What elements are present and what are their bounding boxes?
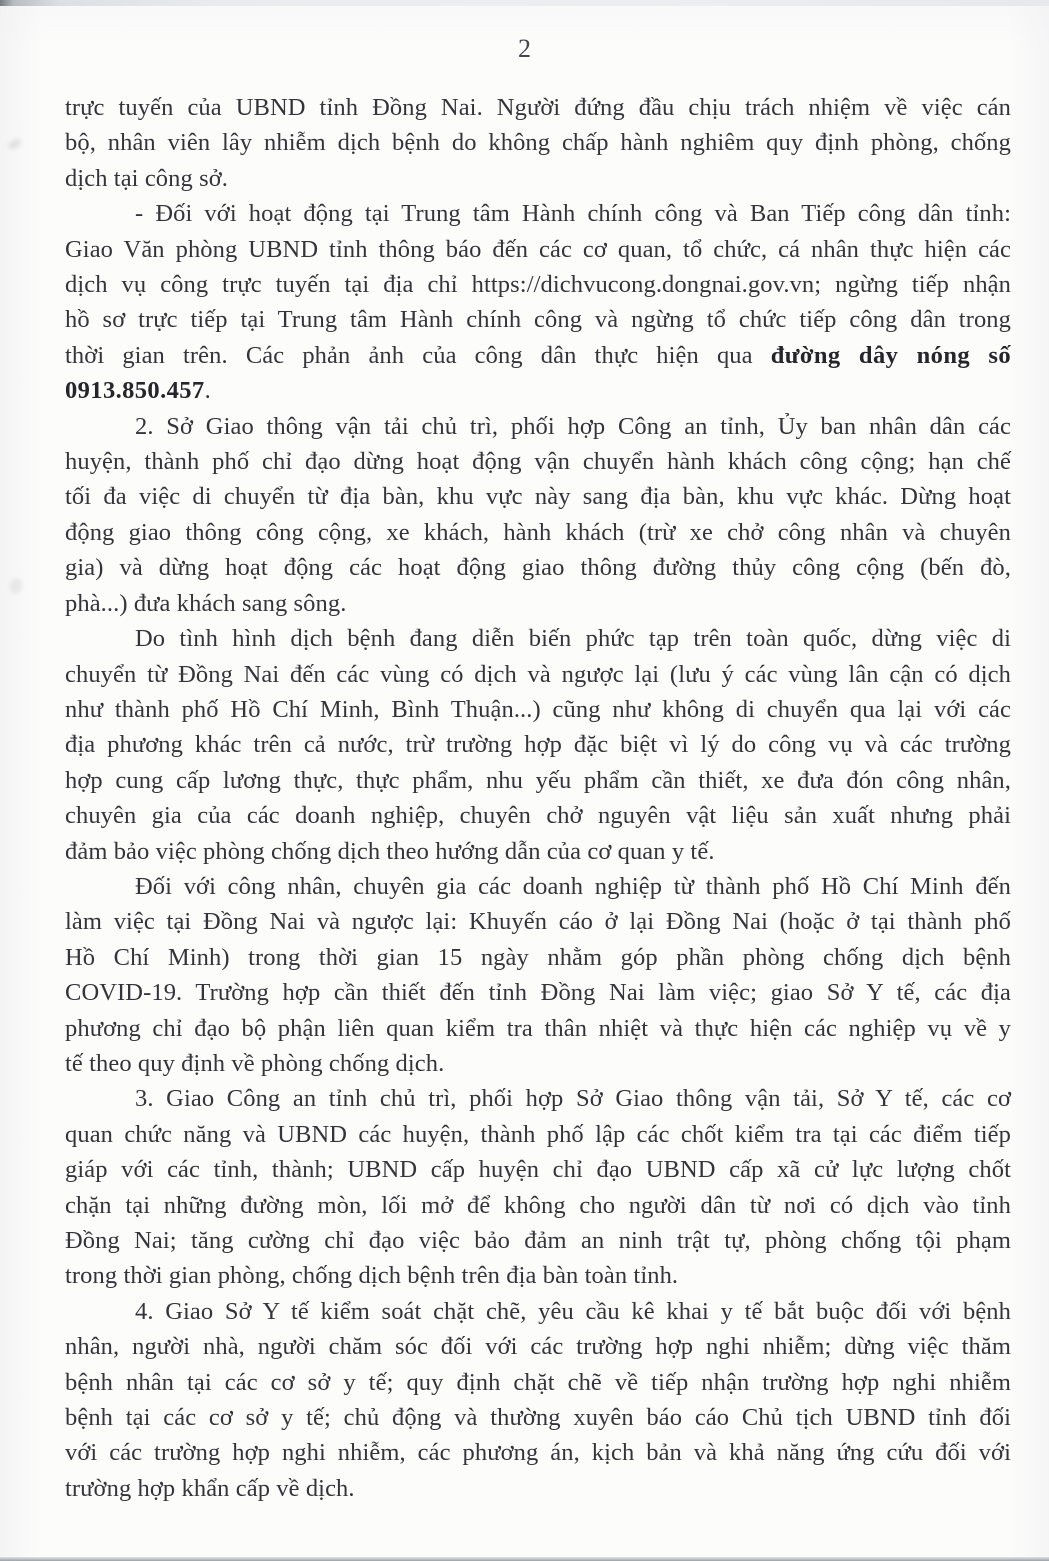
text-line bbox=[65, 1011, 1011, 1046]
text-segment: gia) và dừng hoạt động các hoạt động giao thông đường thủy công cộng (bến đò, bbox=[65, 554, 1011, 582]
text-line bbox=[65, 1081, 1011, 1116]
text-line bbox=[65, 479, 1011, 514]
text-line bbox=[65, 869, 1011, 904]
text-line bbox=[65, 763, 1011, 798]
text-segment: Do tình hình dịch bệnh đang diễn biến phức tạp trên toàn quốc, dừng việc di bbox=[135, 625, 1011, 653]
text-line bbox=[65, 940, 1011, 975]
text-segment: 3. Giao Công an tỉnh chủ trì, phối hợp Sở Giao thông vận tải, Sở Y tế, các cơ bbox=[135, 1085, 1011, 1113]
text-segment: dịch vụ công trực tuyến tại địa chỉ https://dichvucong.dongnai.gov.vn; ngừng tiếp nhận bbox=[65, 271, 1011, 299]
text-segment: nhân, người nhà, người chăm sóc đối với các trường hợp nghi nhiễm; dừng việc thăm bbox=[65, 1333, 1011, 1361]
text-segment: tối đa việc di chuyển từ địa bàn, khu vực này sang địa bàn, khu vực khác. Dừng hoạt bbox=[65, 483, 1011, 511]
text-segment: 2. Sở Giao thông vận tải chủ trì, phối hợp Công an tỉnh, Ủy ban nhân dân các bbox=[135, 412, 1011, 440]
text-segment: với các trường hợp nghi nhiễm, các phương án, kịch bản và khả năng ứng cứu đối với bbox=[65, 1439, 1011, 1467]
text-line bbox=[65, 373, 1011, 408]
text-segment: . bbox=[204, 377, 211, 405]
text-line bbox=[65, 621, 1011, 656]
text-line bbox=[65, 196, 1011, 231]
text-line bbox=[65, 1188, 1011, 1223]
text-line bbox=[65, 125, 1011, 160]
text-line bbox=[65, 409, 1011, 444]
text-line bbox=[65, 1117, 1011, 1152]
text-segment: phà...) đưa khách sang sông. bbox=[65, 589, 347, 617]
text-segment: hồ sơ trực tiếp tại Trung tâm Hành chính công và ngừng tổ chức tiếp công dân trong bbox=[65, 306, 1011, 334]
text-line bbox=[65, 1471, 1011, 1506]
text-line bbox=[65, 515, 1011, 550]
text-segment: dịch tại công sở. bbox=[65, 164, 228, 192]
text-line bbox=[65, 302, 1011, 337]
text-segment: địa phương khác trên cả nước, trừ trường hợp đặc biệt vì lý do công vụ và các trường bbox=[65, 731, 1011, 759]
text-segment: trong thời gian phòng, chống dịch bệnh trên địa bàn toàn tỉnh. bbox=[65, 1262, 679, 1290]
text-segment: trực tuyến của UBND tỉnh Đồng Nai. Người đứng đầu chịu trách nhiệm về việc cán bbox=[65, 94, 1011, 121]
text-line bbox=[65, 727, 1011, 762]
text-line bbox=[65, 692, 1011, 727]
text-segment: bộ, nhân viên lây nhiễm dịch bệnh do không chấp hành nghiêm quy định phòng, chống bbox=[65, 129, 1011, 157]
text-line bbox=[65, 550, 1011, 585]
text-line bbox=[65, 1365, 1011, 1400]
scan-smudge bbox=[7, 137, 23, 151]
text-segment: chặn tại những đường mòn, lối mở để không cho người dân từ nơi có dịch vào tỉnh bbox=[65, 1191, 1011, 1219]
text-segment: trường hợp khẩn cấp về dịch. bbox=[65, 1474, 355, 1502]
text-segment: làm việc tại Đồng Nai và ngược lại: Khuyến cáo ở lại Đồng Nai (hoặc ở tại thành phố bbox=[65, 908, 1011, 936]
text-line bbox=[65, 586, 1011, 621]
text-segment: giáp với các tỉnh, thành; UBND cấp huyện chỉ đạo UBND cấp xã cử lực lượng chốt bbox=[65, 1156, 1011, 1184]
text-segment: phương chỉ đạo bộ phận liên quan kiểm tra thân nhiệt và thực hiện các nghiệp vụ về y bbox=[65, 1014, 1011, 1042]
text-segment: 4. Giao Sở Y tế kiểm soát chặt chẽ, yêu cầu kê khai y tế bắt buộc đối với bệnh bbox=[135, 1297, 1011, 1325]
text-line bbox=[65, 798, 1011, 833]
text-line bbox=[65, 904, 1011, 939]
text-segment: chuyên gia của các doanh nghiệp, chuyên chở nguyên vật liệu sản xuất nhưng phải bbox=[65, 802, 1011, 830]
text-segment: Đồng Nai; tăng cường chỉ đạo việc bảo đảm an ninh trật tự, phòng chống tội phạm bbox=[65, 1227, 1011, 1254]
text-line bbox=[65, 657, 1011, 692]
text-line bbox=[65, 1223, 1011, 1258]
scan-smudge bbox=[8, 577, 24, 596]
text-line bbox=[65, 1046, 1011, 1081]
text-segment: hợp cung cấp lương thực, thực phẩm, nhu yếu phẩm cần thiết, xe đưa đón công nhân, bbox=[65, 766, 1011, 794]
text-line bbox=[65, 1152, 1011, 1187]
text-segment: Hồ Chí Minh) trong thời gian 15 ngày nhằm góp phần phòng chống dịch bệnh bbox=[65, 943, 1011, 971]
text-line bbox=[65, 1294, 1011, 1329]
text-line bbox=[65, 975, 1011, 1010]
text-line bbox=[65, 834, 1011, 869]
text-line bbox=[65, 1329, 1011, 1364]
text-line bbox=[65, 444, 1011, 479]
text-line bbox=[65, 232, 1011, 267]
text-segment: bệnh tại các cơ sở y tế; chủ động và thường xuyên báo cáo Chủ tịch UBND tỉnh đối bbox=[65, 1404, 1011, 1432]
scan-bottom-edge bbox=[0, 1557, 1049, 1561]
bold-text: 0913.850.457 bbox=[65, 377, 205, 405]
scan-top-edge bbox=[0, 0, 1049, 6]
text-segment: Đối với công nhân, chuyên gia các doanh nghiệp từ thành phố Hồ Chí Minh đến bbox=[135, 872, 1011, 900]
text-line bbox=[65, 90, 1011, 125]
text-segment: chuyển từ Đồng Nai đến các vùng có dịch và ngược lại (lưu ý các vùng lân cận có dịch bbox=[65, 660, 1011, 688]
text-line bbox=[65, 267, 1011, 302]
text-line bbox=[65, 1435, 1011, 1470]
text-segment: như thành phố Hồ Chí Minh, Bình Thuận...) cũng như không di chuyển qua lại với các bbox=[65, 695, 1011, 723]
text-line bbox=[65, 338, 1011, 373]
document-body bbox=[65, 90, 1011, 1506]
text-line bbox=[65, 1400, 1011, 1435]
text-segment: tế theo quy định về phòng chống dịch. bbox=[65, 1049, 445, 1077]
text-segment: COVID-19. Trường hợp cần thiết đến tỉnh Đồng Nai làm việc; giao Sở Y tế, các địa bbox=[65, 979, 1011, 1007]
bold-text: đường dây nóng số bbox=[770, 341, 1012, 369]
text-segment: thời gian trên. Các phản ảnh của công dân thực hiện qua bbox=[65, 341, 771, 369]
text-segment: - Đối với hoạt động tại Trung tâm Hành chính công và Ban Tiếp công dân tỉnh: bbox=[135, 200, 1011, 228]
text-line bbox=[65, 161, 1011, 196]
text-segment: quan chức năng và UBND các huyện, thành phố lập các chốt kiểm tra tại các điểm tiếp bbox=[65, 1120, 1011, 1148]
text-line bbox=[65, 1258, 1011, 1293]
text-segment: bệnh nhân tại các cơ sở y tế; quy định chặt chẽ về tiếp nhận trường hợp nghi nhiễm bbox=[65, 1368, 1011, 1396]
page-number: 2 bbox=[518, 34, 531, 63]
text-segment: Giao Văn phòng UBND tỉnh thông báo đến các cơ quan, tổ chức, cá nhân thực hiện các bbox=[65, 235, 1011, 263]
text-segment: đảm bảo việc phòng chống dịch theo hướng dẫn của cơ quan y tế. bbox=[65, 837, 715, 865]
text-segment: huyện, thành phố chỉ đạo dừng hoạt động vận chuyển hành khách công cộng; hạn chế bbox=[65, 448, 1011, 476]
text-segment: động giao thông công cộng, xe khách, hành khách (trừ xe chở công nhân và chuyên bbox=[65, 518, 1011, 546]
